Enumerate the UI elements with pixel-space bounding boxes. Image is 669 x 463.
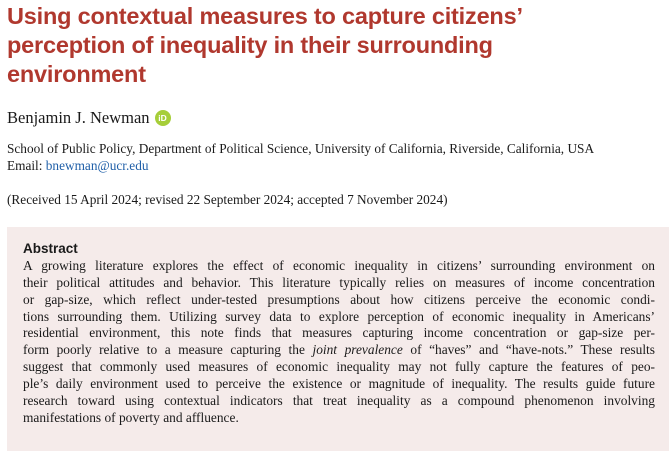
abstract-line: tions surrounding them. Utilizing survey data to explore perception of economic inequality in Americans’ (23, 308, 655, 324)
abstract-line: research toward using contextual indicators that treat inequality as a compound phenomenon involving (23, 392, 655, 408)
abstract-heading: Abstract (23, 241, 78, 256)
author-row (7, 108, 171, 128)
abstract-line: ple’s daily environment used to perceive the existence or magnitude of inequality. The results guide future (23, 375, 655, 391)
abstract-italic-term: joint prevalence (312, 342, 403, 358)
title-line: perception of inequality in their surrounding (7, 32, 493, 58)
author-name: Benjamin J. Newman (7, 108, 150, 127)
article-title (7, 2, 647, 89)
abstract-text (23, 258, 655, 426)
abstract-box (7, 227, 669, 451)
abstract-line-mixed (23, 342, 655, 359)
abstract-line: residential environment, this note finds that measures capturing income concentration or gap-size per- (23, 325, 655, 341)
abstract-line: suggest that commonly used measures of economic inequality may not fully capture the features of peo- (23, 359, 655, 375)
email-link[interactable]: bnewman@ucr.edu (45, 158, 149, 173)
orcid-icon[interactable]: iD (155, 110, 171, 126)
title-line: environment (7, 61, 146, 87)
email-label: Email: (7, 158, 43, 173)
affiliation: School of Public Policy, Department of Political Science, University of California, Riverside, California, USA (7, 141, 595, 156)
abstract-line: or gap-size, which reflect under-tested presumptions about how citizens perceive the economic condi- (23, 291, 655, 307)
title-line: Using contextual measures to capture citizens’ (7, 3, 523, 29)
abstract-line: A growing literature explores the effect of economic inequality in citizens’ surrounding environment on (23, 258, 655, 273)
abstract-segment: form poorly relative to a measure capturing the (23, 342, 305, 358)
abstract-line: manifestations of poverty and affluence. (23, 409, 239, 425)
submission-dates: (Received 15 April 2024; revised 22 September 2024; accepted 7 November 2024) (7, 192, 448, 207)
abstract-segment: of “haves” and “have-nots.” These results (410, 342, 655, 358)
abstract-line: their political attitudes and behavior. This literature typically relies on measures of income concentration (23, 274, 655, 290)
email-row (7, 157, 149, 174)
